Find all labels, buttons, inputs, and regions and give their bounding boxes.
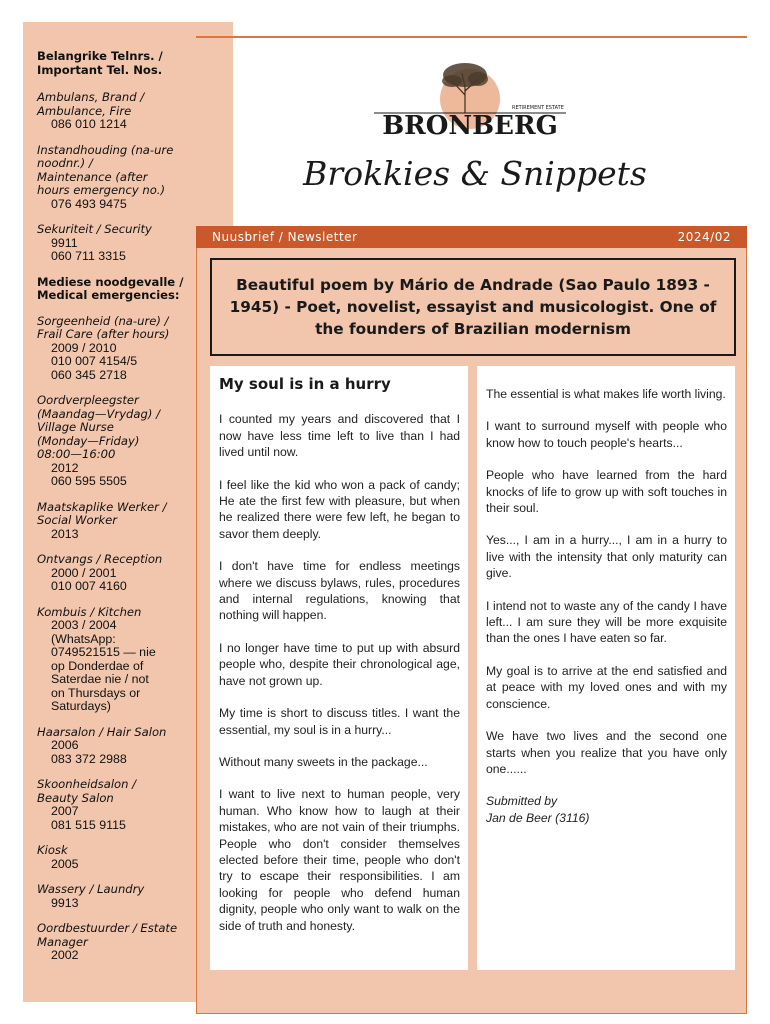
contact-entry: [37, 144, 225, 212]
contact-title: Sekuriteit / Security: [37, 222, 152, 236]
poem-paragraph: We have two lives and the second one starts when you realize that you have only one......: [486, 729, 727, 776]
newsletter-title: Brokkies & Snippets: [303, 154, 647, 193]
contact-number: 2003 / 2004 (WhatsApp: 0749521515 — nie op Donderdae of Saterdae nie / not on Thursdays or Saturdays): [51, 618, 156, 713]
contact-number: 2007 081 515 9115: [51, 804, 126, 832]
contact-number: 086 010 1214: [51, 117, 127, 131]
poem-paragraph: Yes..., I am in a hurry..., I am in a hurry to live with the intensity that only maturity can give.: [486, 533, 727, 581]
poem-paragraph: I counted my years and discovered that I now have less time left to live than I had lived until now.: [219, 412, 460, 460]
contact-number: 2009 / 2010 010 007 4154/5 060 345 2718: [51, 340, 138, 382]
poem-title: My soul is in a hurry: [219, 375, 391, 393]
contact-number: 2000 / 2001 010 007 4160: [51, 565, 127, 593]
contact-title: Kiosk: [37, 843, 68, 857]
contact-title: Oordbestuurder / Estate Manager: [37, 921, 178, 949]
contact-title: Maatskaplike Werker / Social Worker: [37, 499, 167, 527]
contact-number: 076 493 9475: [51, 196, 127, 211]
newsletter-bar: [196, 226, 747, 248]
article-headline: Beautiful poem by Mário de Andrade (Sao Paulo 1893 - 1945) - Poet, novelist, essayist and musicologist. One of the founders of Brazilian modernism: [210, 258, 736, 356]
contact-title: Wassery / Laundry: [37, 882, 145, 896]
submitted-by: Submitted by: [486, 794, 558, 809]
poem-paragraph: I want to surround myself with people who know how to touch people's hearts...: [486, 419, 727, 450]
medical-heading: Mediese noodgevalle / Medical emergencies:: [37, 274, 184, 302]
poem-paragraph: Without many sweets in the package...: [219, 754, 428, 769]
contact-number: 2006 083 372 2988: [51, 738, 127, 766]
contact-title: Ambulans, Brand / Ambulance, Fire: [37, 90, 145, 118]
contact-number: 9911 060 711 3315: [51, 235, 126, 263]
poem-column-left: [210, 366, 468, 970]
header-rule: [196, 36, 747, 38]
contact-title: Haarsalon / Hair Salon: [37, 724, 167, 739]
contact-number: 2012 060 595 5505: [51, 460, 127, 488]
contact-number: 9913: [51, 895, 79, 910]
contact-title: Skoonheidsalon / Beauty Salon: [37, 777, 137, 805]
poem-paragraph: I intend not to waste any of the candy I have left... I am sure they will be more exquisite than the ones I have eaten so far.: [486, 598, 727, 646]
poem-paragraph: People who have learned from the hard knocks of life to grow up with soft touches in their soul.: [486, 468, 727, 516]
contact-title: Instandhouding (na-ure noodnr.) / Maintenance (after hours emergency no.): [37, 142, 174, 197]
bronberg-logo: [370, 55, 570, 145]
issue-number: 2024/02: [677, 230, 731, 244]
contact-title: Sorgeenheid (na-ure) / Frail Care (after hours): [37, 313, 170, 341]
author-name: Jan de Beer (3116): [486, 811, 590, 826]
poem-paragraph: I don't have time for endless meetings where we discuss bylaws, rules, procedures and internal regulations, knowing that nothing will happen.: [219, 559, 460, 623]
poem-paragraph: The essential is what makes life worth living.: [486, 387, 726, 401]
contact-title: Oordverpleegster (Maandag—Vrydag) / Village Nurse (Monday—Friday) 08:00—16:00: [37, 393, 160, 461]
contact-title: Ontvangs / Reception: [37, 552, 163, 566]
poem-paragraph: I feel like the kid who won a pack of candy; He ate the first few with pleasure, but when he realized there were few left, he began to savor them deeply.: [219, 477, 460, 541]
contact-number: 2002: [51, 948, 79, 962]
poem-paragraph: My goal is to arrive at the end satisfied and at peace with my loved ones and with my conscience.: [486, 663, 727, 711]
newsletter-label: Nuusbrief / Newsletter: [212, 230, 358, 244]
poem-paragraph: I no longer have time to put up with absurd people who, despite their chronological age, have not grown up.: [219, 640, 460, 688]
sidebar-heading: Belangrike Telnrs. / Important Tel. Nos.: [37, 49, 163, 77]
contact-number: 2013: [51, 526, 79, 541]
contact-entry: [37, 91, 225, 132]
poem-paragraph: I want to live next to human people, very human. Who know how to laugh at their mistakes, who are not vain of their triumphs. People who don't consider themselves elected before their time, people who don't try to escape their responsibilities. I am looking for people who defend human dignity, people who only want to walk on the side of truth and honesty.: [219, 787, 460, 933]
poem-column-right: [477, 366, 735, 970]
logo-tagline: RETIREMENT ESTATE: [512, 105, 564, 111]
logo-name: BRONBERG: [382, 111, 558, 141]
contact-number: 2005: [51, 856, 79, 871]
poem-paragraph: My time is short to discuss titles. I want the essential, my soul is in a hurry...: [219, 706, 460, 737]
contact-title: Kombuis / Kitchen: [37, 604, 142, 619]
